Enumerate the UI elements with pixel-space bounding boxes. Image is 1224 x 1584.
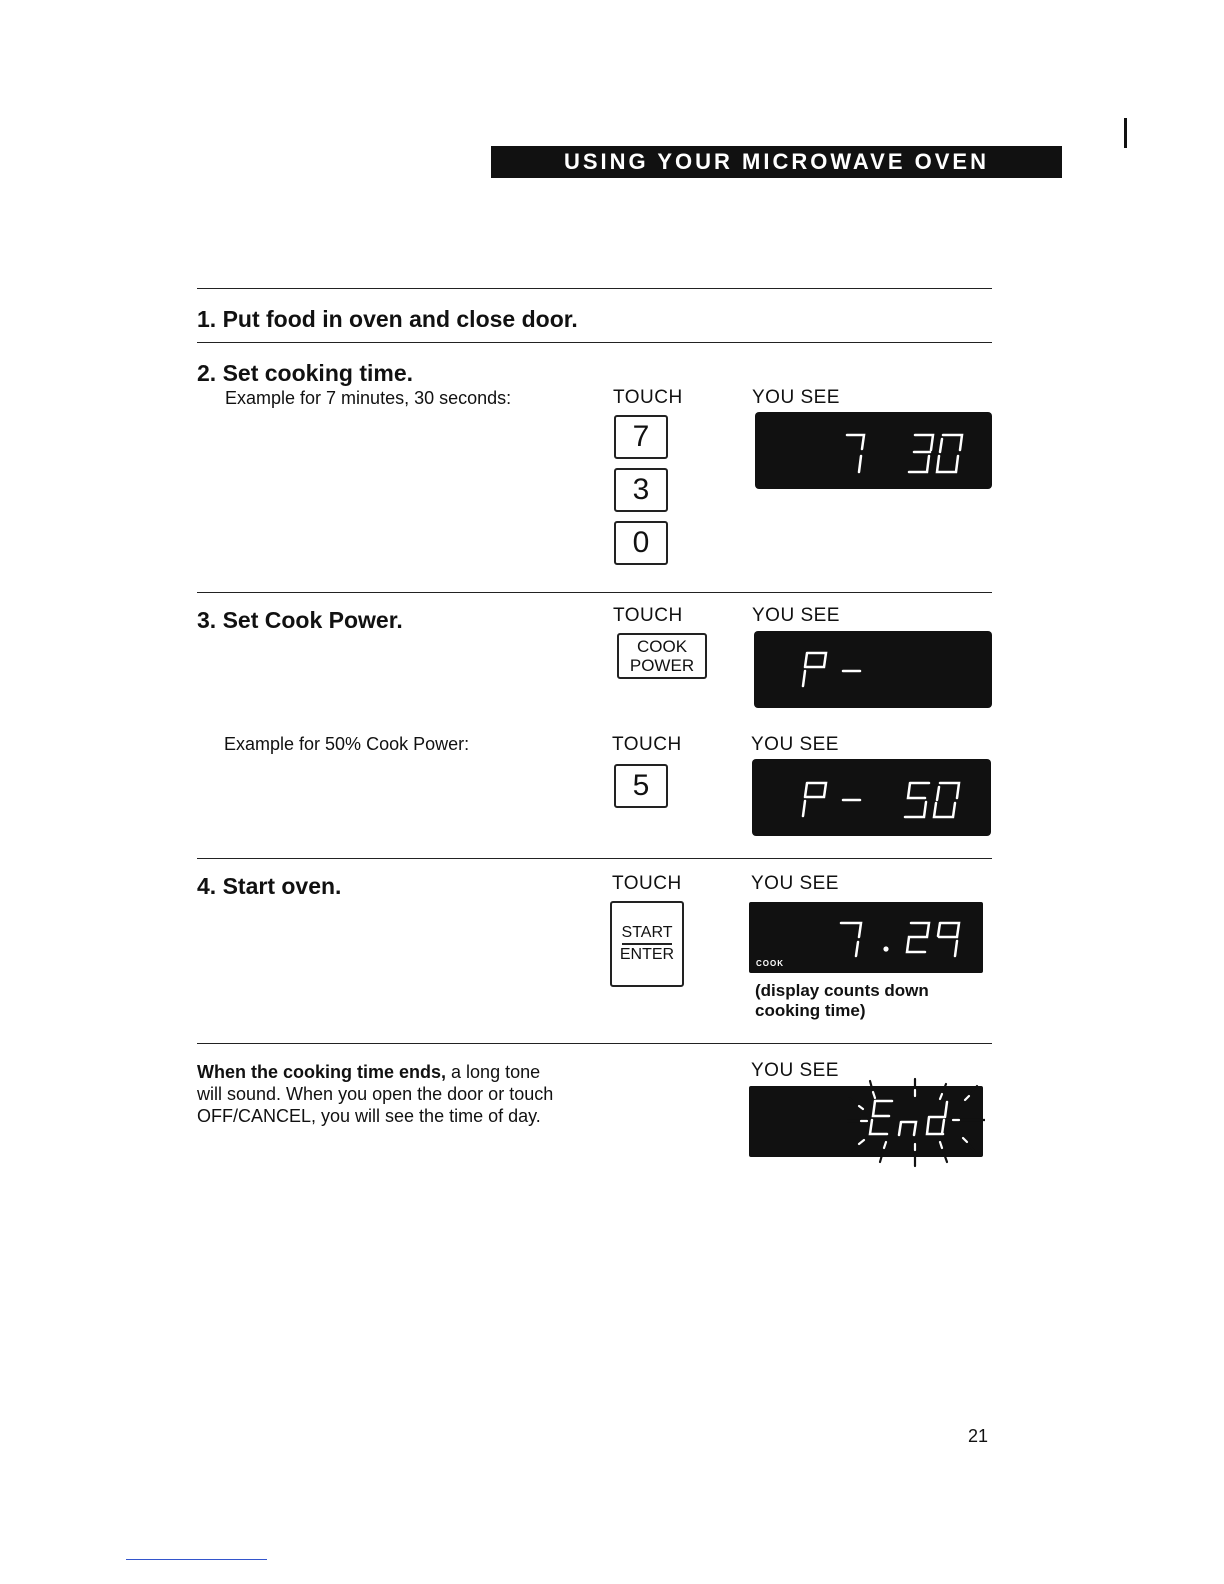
margin-mark <box>1124 118 1127 148</box>
key-0-button[interactable]: 0 <box>614 521 668 565</box>
end-text-rest: a long tone <box>446 1062 541 1082</box>
key-7-button[interactable]: 7 <box>614 415 668 459</box>
cook-power-line2: POWER <box>629 656 695 675</box>
step3-example: Example for 50% Cook Power: <box>224 734 470 754</box>
caption-line2: cooking time) <box>755 1001 866 1020</box>
footer-line <box>126 1559 267 1560</box>
divider <box>197 1043 992 1044</box>
touch-label: TOUCH <box>613 605 683 626</box>
you-see-label: YOU SEE <box>751 734 839 755</box>
end-text-line3: OFF/CANCEL, you will see the time of day. <box>197 1106 541 1126</box>
divider <box>197 592 992 593</box>
display-digits <box>749 902 983 973</box>
key-3-button[interactable]: 3 <box>614 468 668 512</box>
step1-title: 1. Put food in oven and close door. <box>197 306 578 332</box>
section-banner <box>491 146 1062 178</box>
display-digits <box>752 759 991 836</box>
enter-label: ENTER <box>619 946 675 963</box>
you-see-label: YOU SEE <box>751 873 839 894</box>
cook-power-line1: COOK <box>636 637 688 656</box>
display-digits <box>754 631 992 708</box>
step4-title: 4. Start oven. <box>197 873 342 899</box>
cook-indicator: COOK <box>756 959 784 968</box>
touch-label: TOUCH <box>613 387 683 408</box>
display-p-50 <box>752 759 991 836</box>
you-see-label: YOU SEE <box>752 387 840 408</box>
display-p-dash <box>754 631 992 708</box>
display-caption <box>755 981 929 1021</box>
divider <box>197 288 992 289</box>
end-flash-graphic <box>749 1076 985 1168</box>
end-description <box>197 1061 617 1127</box>
section-title: USING YOUR MICROWAVE OVEN <box>563 149 989 174</box>
you-see-label: YOU SEE <box>752 605 840 626</box>
divider <box>197 342 992 343</box>
touch-label: TOUCH <box>612 873 682 894</box>
start-label: START <box>622 923 673 945</box>
decimal-point <box>883 946 888 951</box>
touch-label: TOUCH <box>612 734 682 755</box>
step2-example: Example for 7 minutes, 30 seconds: <box>225 388 512 408</box>
caption-line1: (display counts down <box>755 981 929 1000</box>
end-text-line2: will sound. When you open the door or touch <box>197 1084 554 1104</box>
step3-title: 3. Set Cook Power. <box>197 607 403 633</box>
you-see-label: YOU SEE <box>751 1060 839 1081</box>
display-digits <box>755 412 992 489</box>
display-7-30 <box>755 412 992 489</box>
page-number: 21 <box>968 1426 989 1446</box>
end-text-bold: When the cooking time ends, <box>197 1062 447 1082</box>
key-5-button[interactable]: 5 <box>614 764 668 808</box>
divider <box>197 858 992 859</box>
display-7-29 <box>749 902 983 973</box>
step2-title: 2. Set cooking time. <box>197 360 413 386</box>
start-enter-button[interactable] <box>610 901 684 987</box>
cook-power-button[interactable] <box>617 633 707 679</box>
